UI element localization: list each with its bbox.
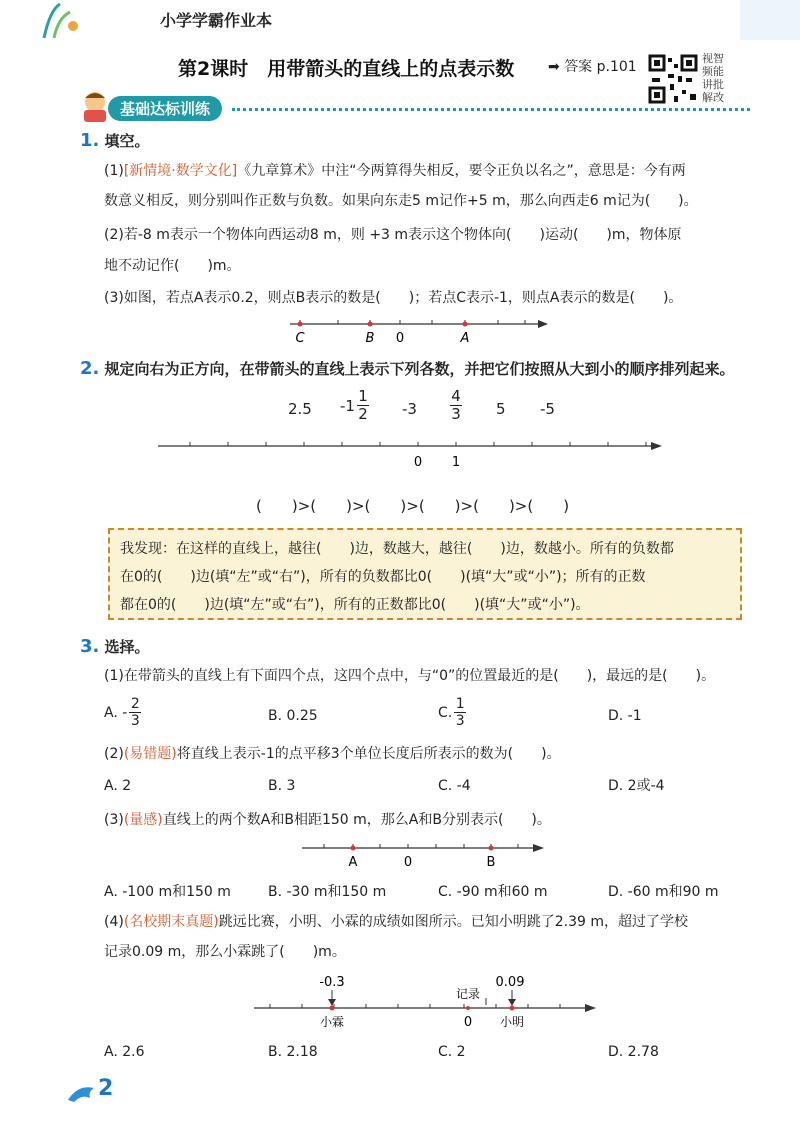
point-label-c: C [295,331,305,346]
arrow-right-icon: ➡ [548,59,560,75]
p4-label-zero: 0 [463,1015,473,1030]
p3-label-b: B [486,855,496,870]
q3-p4-option-c[interactable]: C. 2 [438,1044,466,1060]
q3-p2-option-d[interactable]: D. 2或-4 [608,778,665,794]
value-label-0-09: 0.09 [495,975,525,990]
discovery-box [108,528,742,620]
number-fraction-4-3: 4 3 [451,387,461,423]
q3-part2-text: (2)(易错题)将直线上表示-1的点平移3个单位长度后所表示的数为( )。 [104,746,561,762]
q3-p4-option-a[interactable]: A. 2.6 [104,1044,145,1060]
page-header [0,0,800,40]
starfish-icon [68,21,78,31]
lesson-title: 第2课时 用带箭头的直线上的点表示数 [178,58,515,80]
value-label-neg-0-3: -0.3 [319,975,345,990]
number-neg-3: -3 [402,400,417,418]
q1-part1-line2: 数意义相反，则分别叫作正数与负数。如果向东走5 m记作+5 m，那么向西走6 m记为( )。 [104,193,698,209]
q3-p4-option-d[interactable]: D. 2.78 [608,1044,659,1060]
q3-p3-number-line [296,836,556,872]
point-label-b: B [365,331,375,346]
qr-caption: 视智 频能 讲批 解改 [702,52,724,104]
question-1-header: 1. 填空。 [80,130,150,151]
answer-reference[interactable]: ➡ 答案 p.101 [548,59,637,75]
q3-part3-text: (3)(量感)直线上的两个数A和B相距150 m，那么A和B分别表示( )。 [104,812,551,828]
axis-label-one: 1 [451,455,461,470]
tag-new-context: [新情境·数学文化] [123,163,238,179]
axis-label-zero: 0 [413,455,423,470]
p3-label-a: A [348,855,358,870]
qr-code-icon[interactable] [648,54,698,104]
q2-order-answer[interactable]: ( )>( )>( )>( )>( )>( ) [256,497,570,515]
student-mascot-icon [78,88,112,124]
q1-part2-line2: 地不动记作( )m。 [104,258,241,274]
section-label: 基础达标训练 [108,96,222,121]
q3-part4-line1: (4)(名校期末真题)跳远比赛，小明、小霖的成绩如图所示。已知小明跳了2.39 m，超过了学校 [104,914,689,930]
q3-p1-option-a[interactable]: A. - 2 3 [104,696,140,729]
q2-number-line [150,436,670,472]
number-5: 5 [496,400,506,418]
tag-measurement-sense: (量感) [123,812,163,828]
page-number: 2 [98,1076,114,1101]
q3-p4-option-b[interactable]: B. 2.18 [268,1044,318,1060]
q3-p1-option-b[interactable]: B. 0.25 [268,708,318,724]
q3-p2-option-c[interactable]: C. -4 [438,778,471,794]
q1-part2-line1: (2)若-8 m表示一个物体向西运动8 m，则 +3 m表示这个物体向( )运动( )m，物体原 [104,227,682,243]
number-mixed-fraction: -1 1 2 [340,387,368,423]
point-label-zero: 0 [395,331,405,346]
name-label-xiaoming: 小明 [499,1015,525,1029]
discovery-line-3: 都在0的( )边(填“左”或“右”)，所有的正数都比0( )(填“大”或“小”)。 [120,597,590,613]
q1-number-line [280,312,560,348]
record-label: 记录 [455,987,481,1001]
section-divider [232,108,750,111]
q3-p3-option-a[interactable]: A. -100 m和150 m [104,884,231,900]
q1-part3-line1: (3)如图，若点A表示0.2，则点B表示的数是( )；若点C表示-1，则点A表示的数是( )。 [104,290,683,306]
q1-part1-line1: (1)[新情境·数学文化]《九章算术》中注“今两算得失相反，要令正负以名之”，意思是：今有两 [104,163,686,179]
question-3-header: 3. 选择。 [80,636,150,657]
q3-p4-number-line [250,972,610,1034]
tag-error-prone: (易错题) [123,746,177,762]
header-decoration [0,0,800,40]
q3-part1-text: (1)在带箭头的直线上有下面四个点，这四个点中，与“0”的位置最近的是( )，最远的是( )。 [104,668,716,684]
q3-p3-option-c[interactable]: C. -90 m和60 m [438,884,548,900]
q3-p3-option-d[interactable]: D. -60 m和90 m [608,884,719,900]
discovery-line-1: 我发现：在这样的直线上，越往( )边，数越大，越往( )边，数越小。所有的负数都 [120,541,674,557]
q3-part4-line2: 记录0.09 m，那么小霖跳了( )m。 [104,944,346,960]
name-label-xiaolin: 小霖 [319,1015,345,1029]
dolphin-icon [66,1080,98,1108]
q3-p1-option-c[interactable]: C. 1 3 [438,696,465,729]
tag-school-exam: (名校期末真题) [123,914,219,930]
number-2-5: 2.5 [288,400,312,418]
point-label-a: A [460,331,470,346]
q3-p3-option-b[interactable]: B. -30 m和150 m [268,884,387,900]
discovery-line-2: 在0的( )边(填“左”或“右”)，所有的负数都比0( )(填“大”或“小”)；所有的正数 [120,569,646,585]
q3-p2-option-a[interactable]: A. 2 [104,778,132,794]
q3-p1-option-d[interactable]: D. -1 [608,708,642,724]
number-neg-5: -5 [540,400,555,418]
question-2-header: 2. 规定向右为正方向，在带箭头的直线上表示下列各数，并把它们按照从大到小的顺序排列起来。 [80,358,735,379]
brand-name: 小学学霸作业本 [160,11,273,30]
q3-p2-option-b[interactable]: B. 3 [268,778,296,794]
p3-label-zero: 0 [403,855,413,870]
